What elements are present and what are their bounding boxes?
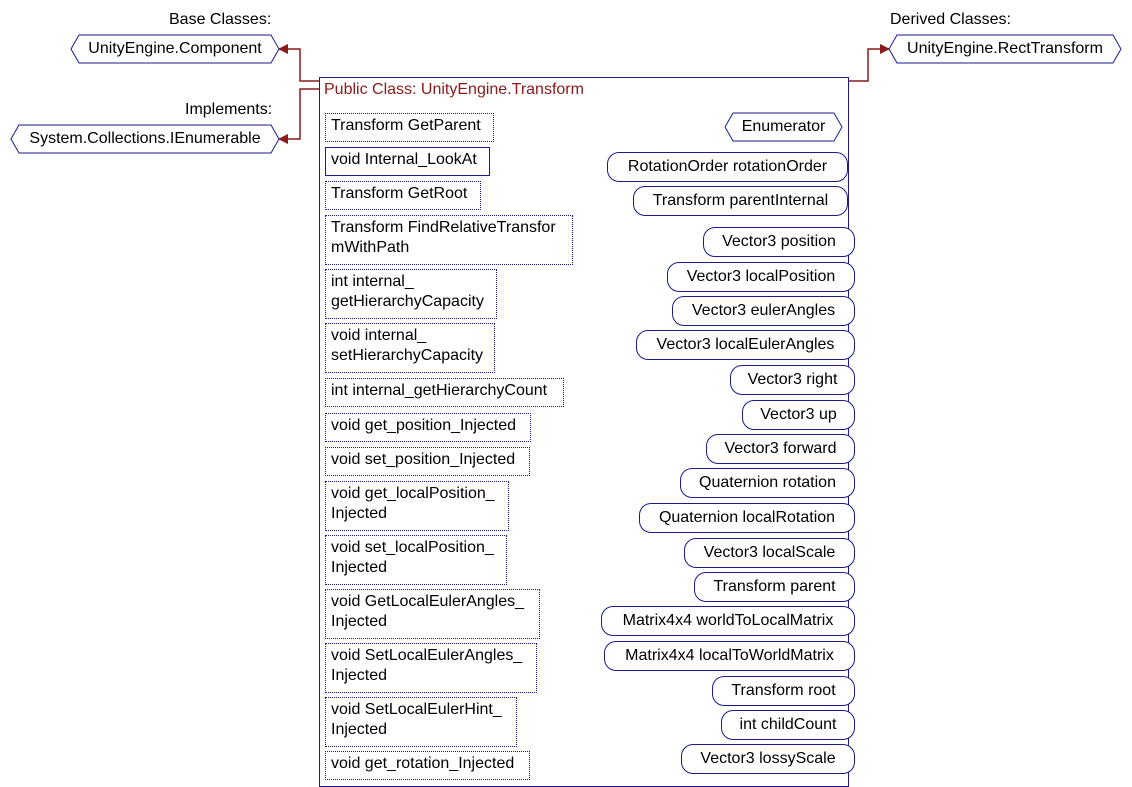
- method-item[interactable]: Transform GetRoot: [325, 181, 481, 210]
- base-classes-heading: Base Classes:: [169, 11, 272, 28]
- method-item[interactable]: int internal_getHierarchyCount: [325, 378, 564, 407]
- property-item[interactable]: Transform parentInternal: [633, 186, 848, 216]
- implements-heading: Implements:: [185, 101, 273, 118]
- property-item[interactable]: RotationOrder rotationOrder: [607, 152, 848, 182]
- property-item[interactable]: Transform parent: [694, 572, 855, 602]
- property-item[interactable]: Vector3 forward: [706, 434, 855, 464]
- nested-enumerator-node[interactable]: Enumerator: [741, 118, 826, 135]
- property-item[interactable]: Matrix4x4 localToWorldMatrix: [604, 641, 855, 671]
- method-item[interactable]: void get_localPosition_ Injected: [325, 481, 509, 531]
- method-item[interactable]: void get_rotation_Injected: [325, 751, 530, 780]
- method-item[interactable]: void GetLocalEulerAngles_ Injected: [325, 589, 540, 639]
- property-item[interactable]: Vector3 right: [730, 365, 855, 395]
- method-item[interactable]: void set_localPosition_ Injected: [325, 535, 507, 585]
- class-title[interactable]: Public Class: UnityEngine.Transform: [324, 81, 584, 98]
- method-item[interactable]: void set_position_Injected: [325, 447, 530, 476]
- implements-node[interactable]: System.Collections.IEnumerable: [29, 130, 261, 147]
- method-item[interactable]: Transform FindRelativeTransfor mWithPath: [325, 215, 573, 265]
- property-item[interactable]: Quaternion localRotation: [639, 503, 855, 533]
- base-class-node[interactable]: UnityEngine.Component: [88, 40, 262, 57]
- method-item[interactable]: void SetLocalEulerAngles_ Injected: [325, 643, 537, 693]
- method-item[interactable]: int internal_ getHierarchyCapacity: [325, 269, 497, 319]
- property-item[interactable]: Quaternion rotation: [680, 468, 855, 498]
- method-item[interactable]: void Internal_LookAt: [325, 147, 490, 176]
- property-item[interactable]: Vector3 eulerAngles: [672, 296, 855, 326]
- property-item[interactable]: Vector3 localPosition: [667, 262, 855, 292]
- method-item[interactable]: void SetLocalEulerHint_ Injected: [325, 697, 517, 747]
- derived-class-node[interactable]: UnityEngine.RectTransform: [907, 40, 1103, 57]
- method-item[interactable]: Transform GetParent: [325, 113, 494, 142]
- property-item[interactable]: Vector3 position: [703, 227, 855, 257]
- derived-classes-heading: Derived Classes:: [890, 11, 1011, 28]
- property-item[interactable]: Vector3 up: [742, 400, 855, 430]
- property-item[interactable]: Vector3 lossyScale: [681, 744, 855, 774]
- method-item[interactable]: void internal_ setHierarchyCapacity: [325, 323, 495, 373]
- method-item[interactable]: void get_position_Injected: [325, 413, 531, 442]
- property-item[interactable]: Vector3 localScale: [684, 538, 855, 568]
- property-item[interactable]: Vector3 localEulerAngles: [636, 330, 855, 360]
- property-item[interactable]: int childCount: [721, 710, 855, 740]
- property-item[interactable]: Matrix4x4 worldToLocalMatrix: [601, 606, 855, 636]
- property-item[interactable]: Transform root: [712, 676, 855, 706]
